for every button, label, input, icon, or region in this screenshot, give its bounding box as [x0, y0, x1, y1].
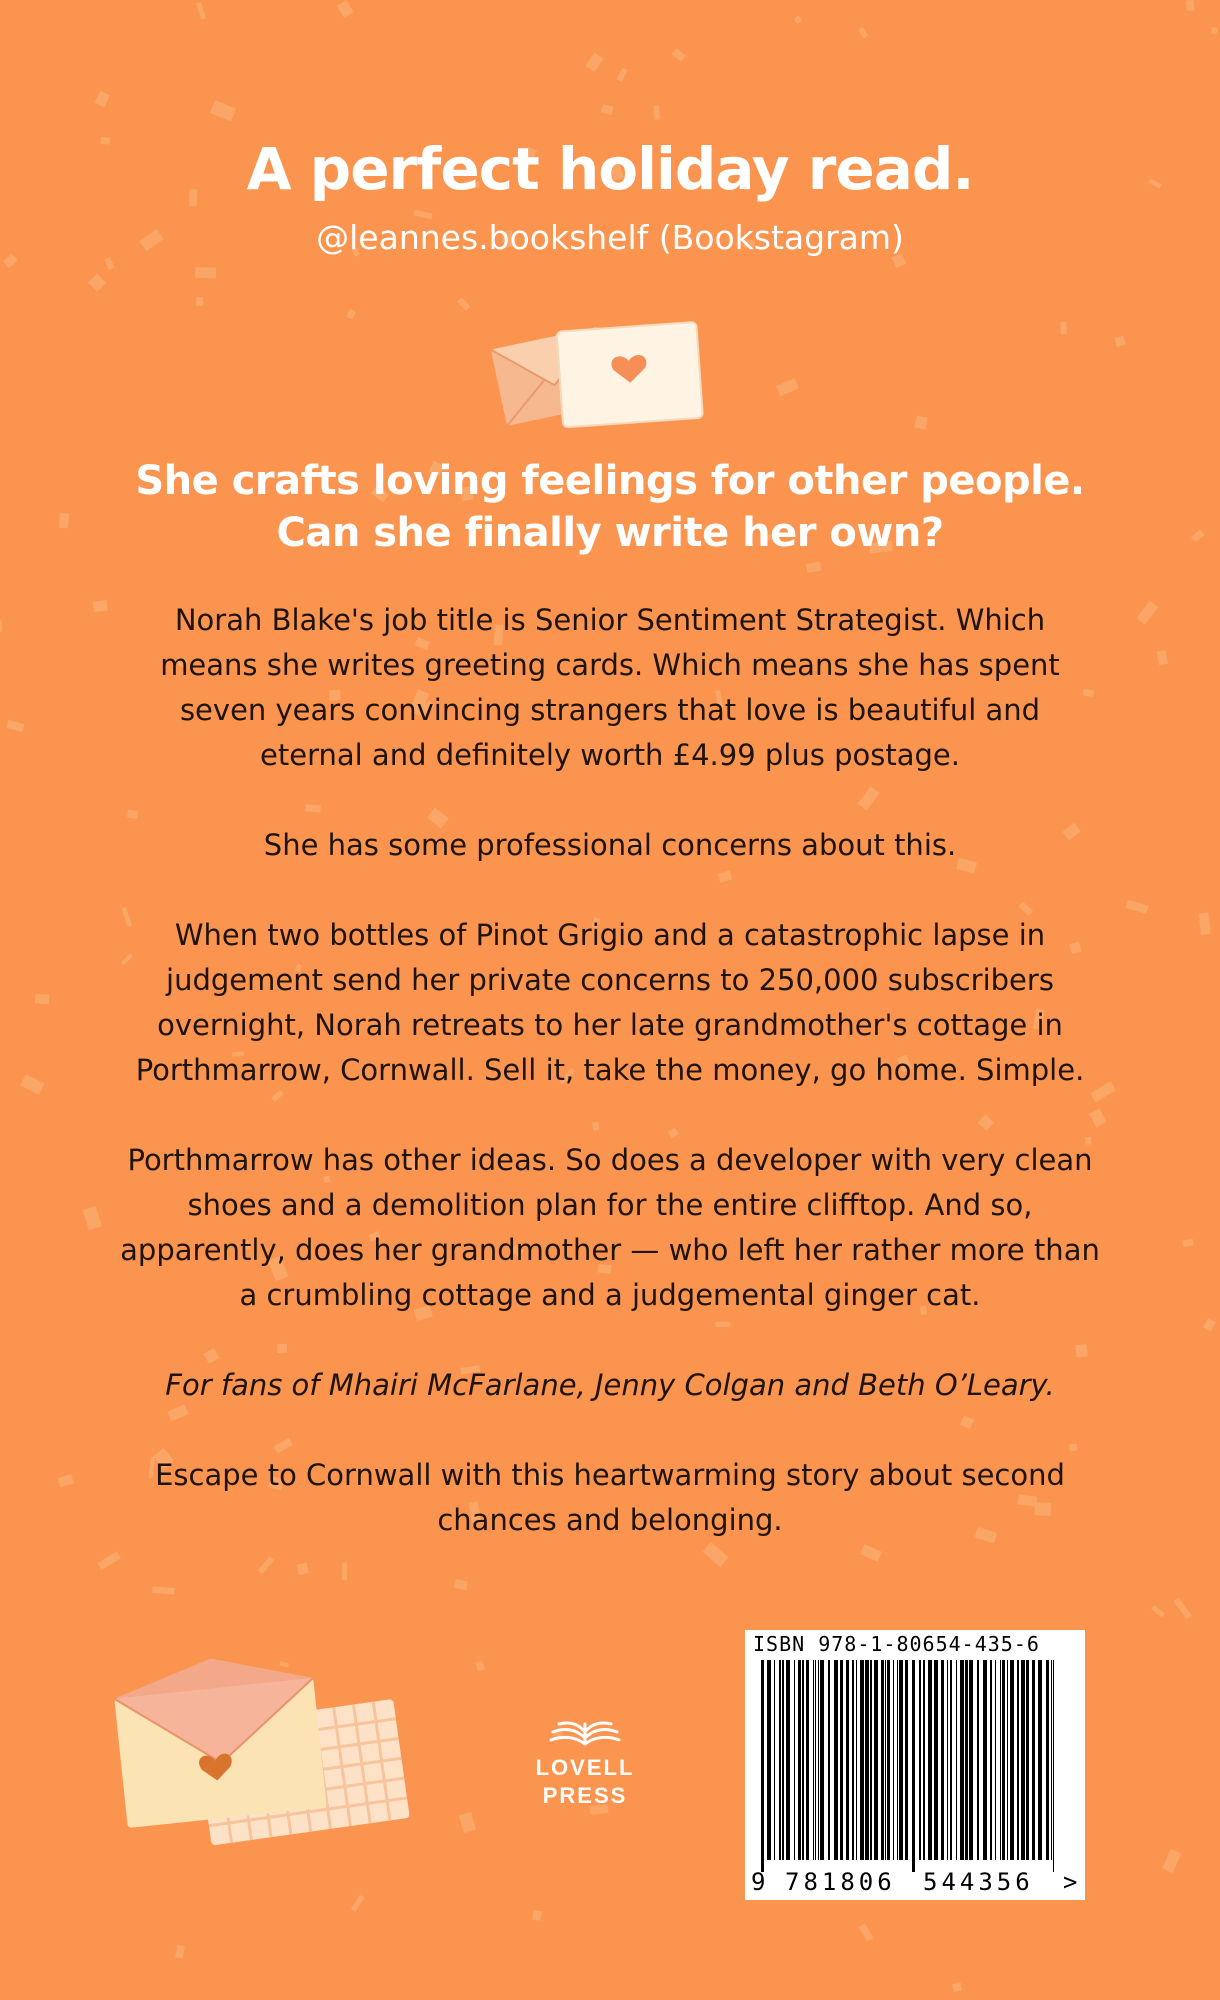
barcode-bar [860, 1660, 864, 1860]
barcode-bar [1000, 1660, 1001, 1860]
confetti-piece [475, 1660, 485, 1671]
barcode-bar [846, 1660, 849, 1860]
confetti-piece [196, 297, 203, 306]
confetti-piece [859, 1923, 874, 1941]
tagline-line-1: She crafts loving feelings for other people. [135, 458, 1085, 504]
confetti-piece [1173, 1597, 1191, 1619]
barcode-bar [995, 1660, 996, 1860]
confetti-piece [601, 104, 614, 115]
blurb [80, 598, 1140, 1588]
barcode-bar [881, 1660, 884, 1860]
barcode-bar [786, 1660, 790, 1860]
barcode-bar [806, 1660, 809, 1860]
barcode-bar [761, 1660, 764, 1872]
barcode-bar [899, 1660, 903, 1860]
barcode-bar [1038, 1660, 1042, 1860]
confetti-piece [1114, 335, 1125, 346]
blurb-line: seven years convincing strangers that love is beautiful and [179, 693, 1041, 727]
blurb-line: judgement send her private concerns to 250,000 subscribers [166, 963, 1054, 997]
barcode-bars [759, 1660, 1059, 1872]
publisher-name-line-2: PRESS [542, 1783, 628, 1808]
confetti-piece [1157, 650, 1168, 665]
confetti-piece [459, 1812, 476, 1833]
barcode-bar [779, 1660, 781, 1860]
barcode-end-marker: > [1063, 1868, 1082, 1896]
barcode-bar [990, 1660, 992, 1860]
blurb-line: Porthmarrow, Cornwall. Sell it, take the money, go home. Simple. [135, 1053, 1085, 1087]
barcode-bar [983, 1660, 987, 1860]
confetti-piece [351, 1895, 365, 1912]
confetti-piece [672, 48, 686, 61]
confetti-piece [858, 27, 868, 39]
blurb-line: shoes and a demolition plan for the entire clifftop. And so, [187, 1188, 1033, 1222]
barcode-bar [1046, 1660, 1049, 1860]
barcode-bar [960, 1660, 964, 1860]
review-headline: A perfect holiday read. [246, 135, 974, 203]
confetti-piece [616, 68, 627, 82]
confetti-piece [1211, 27, 1218, 35]
barcode-bar [840, 1660, 843, 1860]
confetti-piece [0, 619, 2, 632]
envelope-heart-icon [490, 308, 720, 438]
confetti-piece [1151, 1605, 1165, 1617]
confetti-piece [1203, 1318, 1216, 1332]
barcode-bar [1007, 1660, 1008, 1860]
barcode-bar [1051, 1660, 1052, 1860]
barcode-bar [813, 1660, 814, 1860]
blurb-closing [80, 1453, 1140, 1543]
confetti-piece [346, 309, 356, 320]
envelopes-sealed-icon [110, 1648, 430, 1858]
confetti-piece [654, 105, 660, 120]
confetti-piece [1182, 1239, 1193, 1247]
blurb-line: eternal and definitely worth £4.99 plus postage. [260, 738, 960, 772]
confetti-piece [196, 2, 206, 20]
barcode-right-digits: 544356 [923, 1868, 1034, 1896]
blurb-line: chances and belonging. [437, 1503, 783, 1537]
confetti-piece [88, 274, 106, 292]
barcode-bar [774, 1660, 775, 1860]
blurb-line: means she writes greeting cards. Which means she has spent [160, 648, 1060, 682]
confetti-piece [794, 15, 802, 24]
blurb-line: She has some professional concerns about this. [263, 828, 957, 862]
blurb-line: Norah Blake's job title is Senior Sentiment Strategist. Which [174, 603, 1046, 637]
barcode-digits [745, 1868, 1085, 1896]
confetti-piece [337, 0, 354, 18]
isbn-label: ISBN 978-1-80654-435-6 [753, 1632, 1040, 1656]
confetti-piece [195, 267, 216, 278]
blurb-comparison [80, 1363, 1140, 1408]
barcode-bar [802, 1660, 804, 1860]
confetti-piece [20, 1074, 44, 1094]
blurb-paragraph-3 [80, 913, 1140, 1093]
barcode-bar [919, 1660, 921, 1860]
confetti-piece [914, 416, 927, 430]
confetti-piece [1199, 913, 1211, 936]
barcode-bar [923, 1660, 925, 1860]
barcode-bar [941, 1660, 944, 1860]
tagline [0, 455, 1220, 559]
barcode-bar [870, 1660, 872, 1860]
barcode-bar [794, 1660, 795, 1860]
confetti-piece [57, 1474, 73, 1487]
open-book-icon [545, 1710, 625, 1750]
comparison-line: For fans of Mhairi McFarlane, Jenny Colgan and Beth O’Leary. [165, 1368, 1055, 1402]
confetti-piece [175, 1945, 185, 1959]
confetti-piece [532, 1910, 542, 1921]
barcode-bar [1010, 1660, 1014, 1860]
confetti-piece [6, 720, 24, 733]
barcode-bar [1026, 1660, 1029, 1860]
confetti-piece [1186, 0, 1194, 11]
barcode-bar [852, 1660, 854, 1860]
confetti-piece [1060, 322, 1066, 335]
review-attribution: @leannes.bookshelf (Bookstagram) [316, 218, 904, 257]
barcode-bar [934, 1660, 938, 1860]
blurb-line: a crumbling cottage and a judgemental ginger cat. [239, 1278, 981, 1312]
confetti-piece [585, 52, 603, 72]
blurb-line: When two bottles of Pinot Grigio and a catastrophic lapse in [174, 918, 1046, 952]
barcode-lead-digit: 9 [751, 1868, 770, 1896]
barcode-left-digits: 781806 [785, 1868, 896, 1896]
isbn-barcode [745, 1630, 1085, 1900]
barcode-bar [947, 1660, 948, 1860]
blurb-line: Porthmarrow has other ideas. So does a developer with very clean [127, 1143, 1093, 1177]
barcode-bar [905, 1660, 908, 1860]
barcode-bar [965, 1660, 968, 1860]
barcode-bar [798, 1660, 801, 1860]
confetti-piece [104, 257, 114, 270]
barcode-bar [820, 1660, 824, 1860]
blurb-line: overnight, Norah retreats to her late grandmother's cottage in [157, 1008, 1063, 1042]
barcode-bar [950, 1660, 952, 1860]
confetti-piece [776, 378, 799, 396]
blurb-paragraph-2 [80, 823, 1140, 868]
barcode-bar [1002, 1660, 1005, 1860]
tagline-line-2: Can she finally write her own? [276, 510, 944, 556]
barcode-bar [1017, 1660, 1019, 1860]
barcode-bar [767, 1660, 771, 1860]
barcode-bar [928, 1660, 932, 1860]
blurb-paragraph-4 [80, 1138, 1140, 1318]
confetti-piece [806, 562, 821, 573]
barcode-bar [887, 1660, 890, 1860]
barcode-bar [893, 1660, 894, 1860]
barcode-bar [782, 1660, 784, 1860]
confetti-piece [35, 994, 49, 1004]
confetti-piece [1162, 1849, 1181, 1873]
barcode-bar [897, 1660, 898, 1860]
blurb-paragraph-1 [80, 598, 1140, 778]
barcode-bar [865, 1660, 869, 1860]
confetti-piece [457, 297, 471, 310]
barcode-bar [912, 1660, 915, 1872]
barcode-bar [1032, 1660, 1035, 1860]
blurb-line: Escape to Cornwall with this heartwarming story about second [155, 1458, 1065, 1492]
barcode-bar [856, 1660, 857, 1860]
barcode-bar [885, 1660, 886, 1860]
barcode-bar [874, 1660, 878, 1860]
barcode-bar [834, 1660, 838, 1860]
barcode-bar [969, 1660, 973, 1860]
barcode-bar [977, 1660, 979, 1860]
publisher-name-line-1: LOVELL [535, 1755, 635, 1780]
confetti-piece [210, 100, 236, 121]
barcode-bar [956, 1660, 957, 1860]
barcode-bar [1021, 1660, 1025, 1860]
publisher-logo [515, 1710, 655, 1810]
confetti-piece [94, 91, 110, 108]
barcode-bar [818, 1660, 819, 1860]
barcode-bar [828, 1660, 830, 1860]
blurb-line: apparently, does her grandmother — who left her rather more than [120, 1233, 1100, 1267]
barcode-bar [1053, 1660, 1054, 1872]
confetti-piece [952, 1983, 962, 1993]
barcode-bar [815, 1660, 816, 1860]
